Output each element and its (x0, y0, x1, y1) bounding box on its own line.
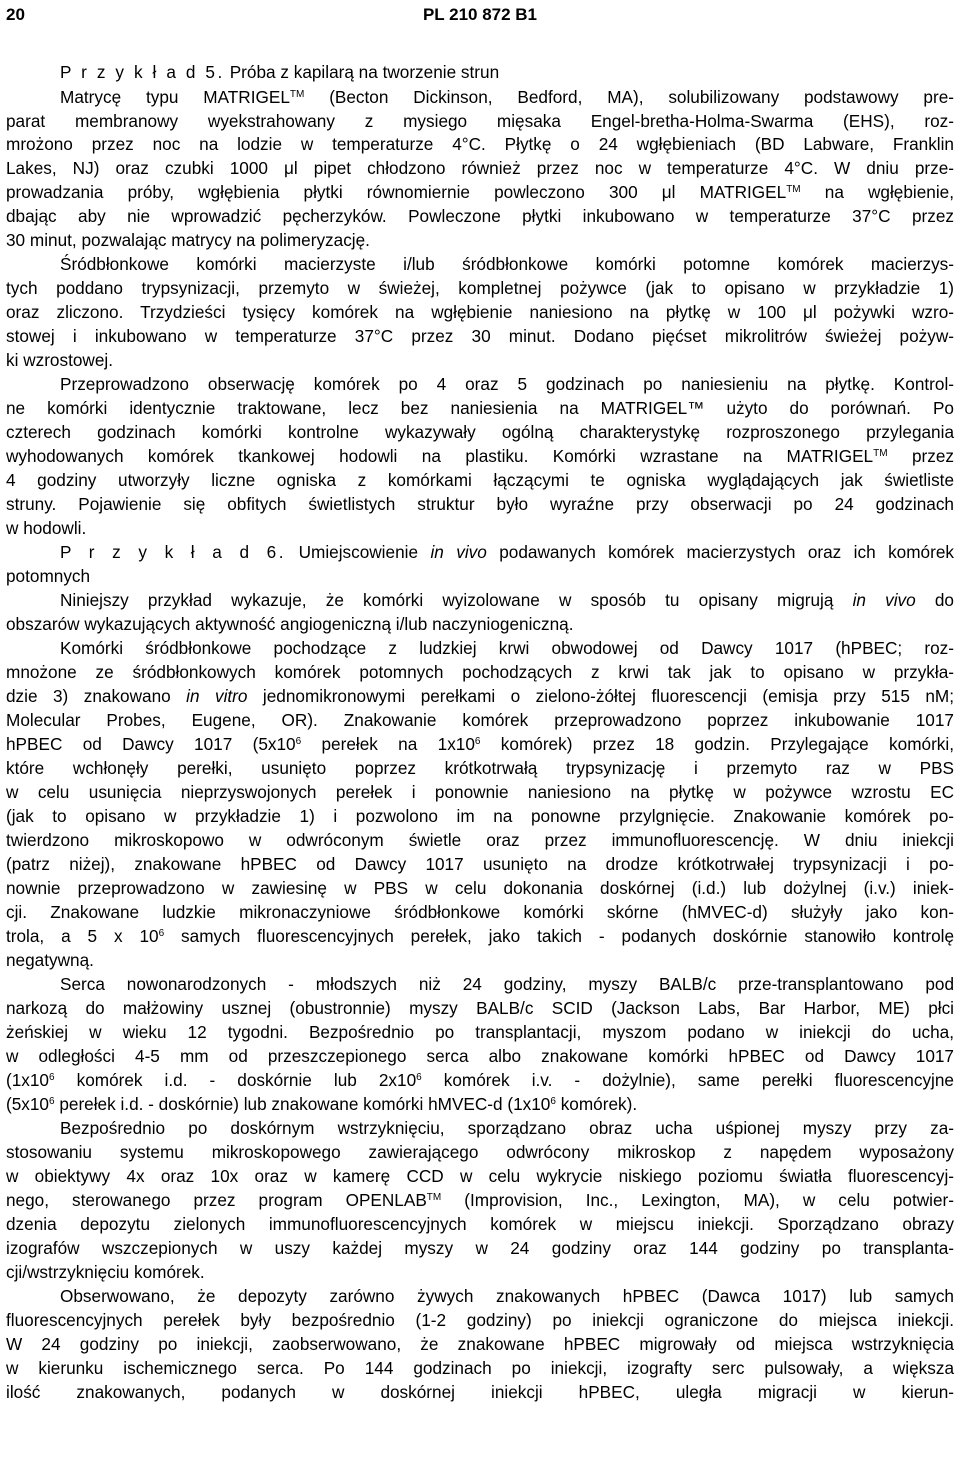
text-line (6, 1214, 954, 1236)
text-run: parat membranowy wyekstrahowany z mysiego mięsaka Engel-bretha-Holma-Swarma (EHS), roz- (6, 111, 954, 131)
text-line (6, 1358, 954, 1380)
superscript: 6 (550, 1096, 556, 1107)
text-line (6, 326, 954, 348)
text-run: w kierunku ischemicznego serca. Po 144 godzinach po iniekcji, izografty serc pulsowały, a większa (6, 1358, 954, 1378)
text-run: ki wzrostowej. (6, 350, 113, 370)
text-run: Komórki śródbłonkowe pochodzące z ludzkiej krwi obwodowej od Dawcy 1017 (hPBEC; roz- (60, 638, 954, 658)
text-run: komórek). (555, 1094, 638, 1114)
text-run: żeńskiej w wieku 12 tygodni. Bezpośrednio po transplantacji, myszom podano w iniekcji do ucha, (6, 1022, 954, 1042)
text-run: ne komórki identycznie traktowane, lecz bez naniesienia na MATRIGEL™ użyto do porównań. Po (6, 398, 954, 418)
text-line (6, 470, 954, 492)
text-run: Molecular Probes, Eugene, OR). Znakowanie komórek przeprowadzono poprzez inkubowanie 1017 (6, 710, 954, 730)
text-run: nego, sterowanego przez program OPENLAB (6, 1190, 427, 1210)
text-line (6, 1262, 954, 1284)
text-line (6, 878, 954, 900)
text-run: P r z y k ł a d 5. (60, 62, 225, 82)
text-line (6, 1142, 954, 1164)
text-line (6, 1238, 954, 1260)
text-run: cji. Znakowane ludzkie mikronaczyniowe śródbłonkowe komórki skórne (hMVEC-d) służyły jako kon- (6, 902, 954, 922)
text-run: struny. Pojawienie się obfitych świetlistych struktur było wyraźne przy obserwacji po 24 godzinach (6, 494, 954, 514)
text-line (6, 1310, 954, 1332)
text-line (6, 518, 954, 540)
text-run: jednomikronowymi perełkami o zielono-żółtej fluorescencji (emisja przy 515 nM; (247, 686, 954, 706)
text-run: (1x10 (6, 1070, 49, 1090)
text-run: Przeprowadzono obserwację komórek po 4 oraz 5 godzinach po naniesieniu na płytkę. Kontrol- (60, 374, 954, 394)
text-run: P r z y k ł a d 6. (60, 542, 287, 562)
italic-term: in vivo (852, 590, 916, 610)
superscript: 6 (295, 736, 302, 747)
text-run: które wchłonęły perełki, usunięto poprzez krótkotrwałą trypsynizację i przemyto raz w PBS (6, 758, 954, 778)
text-run: prowadzania próby, wgłębienia płytki równomiernie powleczono 300 μl MATRIGEL (6, 182, 787, 202)
text-run: Bezpośrednio po doskórnym wstrzyknięciu, sporządzano obraz ucha uśpionej myszy przy za- (60, 1118, 954, 1138)
text-line (6, 182, 954, 204)
text-run: 4 godziny utworzyły liczne ogniska z komórkami łączącymi te ogniska wyglądających jak świetliste (6, 470, 954, 490)
text-line (6, 854, 954, 876)
text-run: Próba z kapilarą na tworzenie strun (224, 62, 500, 82)
text-line (60, 254, 954, 276)
text-run: 30 minut, pozwalając matrycy na polimeryzację. (6, 230, 370, 250)
text-line (6, 902, 954, 924)
text-line (6, 830, 954, 852)
text-run: hPBEC od Dawcy 1017 (5x10 (6, 734, 296, 754)
text-run: w odległości 4-5 mm od przeszczepionego serca albo znakowane komórki hPBEC od Dawcy 1017 (6, 1046, 954, 1066)
text-run: czterech godzinach komórki kontrolne wykazywały ogólną charakterystykę rozproszonego przylegania (6, 422, 954, 442)
text-line (6, 710, 954, 732)
text-line (6, 111, 954, 133)
text-line (6, 1022, 954, 1044)
text-line (6, 422, 954, 444)
text-line (6, 614, 954, 636)
text-run: twierdzono mikroskopowo w odwróconym świetle oraz przez immunofluorescencję. W dniu iniekcji (6, 830, 954, 850)
text-run: dzie 3) znakowano (6, 686, 187, 706)
text-run: negatywną. (6, 950, 94, 970)
superscript: 6 (416, 1072, 422, 1083)
text-run: (jak to opisano w przykładzie 1) i pozwolono im na ponowne przylgnięcie. Znakowanie komórek po- (6, 806, 954, 826)
text-line (60, 1286, 954, 1308)
text-line (60, 638, 954, 660)
text-line (6, 998, 954, 1020)
text-line (60, 590, 954, 612)
text-run: tych poddano trypsynizacji, przemyto w świeżej, kompletnej pożywce (jak to opisano w przykładzie 1) (6, 278, 954, 298)
text-run: Niniejszy przykład wykazuje, że komórki wyizolowane w sposób tu opisany migrują (60, 590, 853, 610)
text-line (6, 1334, 954, 1356)
text-run: mnożone ze śródbłonkowych komórek potomnych pochodzących z krwi tak jak to opisano w przykła- (6, 662, 954, 682)
text-line (6, 734, 954, 756)
superscript: TM (786, 184, 801, 195)
text-line (6, 566, 954, 588)
text-line (6, 686, 954, 708)
text-line (6, 950, 954, 972)
text-run: W 24 godziny po iniekcji, zaobserwowano, że znakowane hPBEC migrowały od miejsca wstrzyknięcia (6, 1334, 954, 1354)
text-line (6, 662, 954, 684)
text-run: Umiejscowienie (286, 542, 431, 562)
text-line (60, 542, 954, 564)
text-line (6, 206, 954, 228)
italic-term: in vivo (430, 542, 487, 562)
text-run: mrożono przez noc na lodzie w temperaturze 4°C. Płytkę o 24 wgłębieniach (BD Labware, Franklin (6, 134, 954, 154)
text-run: (5x10 (6, 1094, 49, 1114)
text-line (6, 230, 954, 252)
text-run: nownie przeprowadzono w zawiesinę w PBS w celu dokonania doskórnej (i.d.) lub dożylnej (i.v.) iniek- (6, 878, 954, 898)
text-run: wyhodowanych komórek tkankowej hodowli na plastiku. Komórki wzrastane na MATRIGEL (6, 446, 874, 466)
text-run: w hodowli. (6, 518, 87, 538)
text-run: obszarów wykazujących aktywność angiogeniczną i/lub naczyniogeniczną. (6, 614, 574, 634)
text-line (60, 974, 954, 996)
text-line (60, 87, 954, 109)
text-line (6, 1382, 954, 1404)
text-run: oraz zliczono. Trzydzieści tysięcy komórek na wgłębienie naniesiono na płytkę w 100 μl pożywki wzro- (6, 302, 954, 322)
text-line (6, 1166, 954, 1188)
text-run: trola, a 5 x 10 (6, 926, 159, 946)
text-run: (Becton Dickinson, Bedford, MA), solubilizowany podstawowy pre- (304, 87, 954, 107)
text-line (6, 134, 954, 156)
text-run: Matrycę typu MATRIGEL (60, 87, 290, 107)
text-run: cji/wstrzyknięciu komórek. (6, 1262, 205, 1282)
text-run: do (915, 590, 954, 610)
text-run: dzenia depozytu zielonych immunofluorescencyjnych komórek w miejscu iniekcji. Sporządzano obrazy (6, 1214, 954, 1234)
text-run: komórek i.v. - dożylnie), same perełki fluorescencyjne (421, 1070, 954, 1090)
text-run: Serca nowonarodzonych - młodszych niż 24 godziny, myszy BALB/c prze-transplantowano pod (60, 974, 954, 994)
text-run: przez (887, 446, 954, 466)
text-run: izografów wszczepionych w uszy każdej myszy w 24 godziny oraz 144 godziny po transplanta- (6, 1238, 954, 1258)
text-run: samych fluorescencyjnych perełek, jako takich - podanych doskórnie stanowiło kontrolę (164, 926, 955, 946)
text-line (6, 446, 954, 468)
text-line (6, 1046, 954, 1068)
superscript: 6 (158, 928, 165, 939)
patent-reference: PL 210 872 B1 (422, 5, 538, 24)
text-line (6, 1070, 954, 1092)
text-run: Obserwowano, że depozyty zarówno żywych znakowanych hPBEC (Dawca 1017) lub samych (60, 1286, 954, 1306)
text-line (6, 1190, 954, 1212)
italic-term: in vitro (186, 686, 248, 706)
text-run: w celu usunięcia nieprzyswojonych perełek i ponownie naniesiono na płytkę w pożywce wzrostu EC (6, 782, 954, 802)
text-line (60, 374, 954, 396)
superscript: TM (426, 1192, 442, 1203)
text-line (6, 398, 954, 420)
text-run: komórek i.d. - doskórnie lub 2x10 (54, 1070, 417, 1090)
text-line (6, 278, 954, 300)
text-run: Lakes, NJ) oraz czubki 1000 μl pipet chłodzono również przez noc w temperaturze 4°C. W dniu prze- (6, 158, 954, 178)
text-line (6, 494, 954, 516)
text-run: perełek na 1x10 (301, 734, 475, 754)
superscript: 6 (49, 1096, 55, 1107)
superscript: 6 (49, 1072, 55, 1083)
text-line (6, 302, 954, 324)
text-line (6, 350, 954, 372)
text-run: fluorescencyjnych perełek były bezpośrednio (1-2 godziny) po iniekcji ograniczone do miejsca iniekcji. (6, 1310, 954, 1330)
text-line (6, 782, 954, 804)
text-line (6, 806, 954, 828)
text-run: podawanych komórek macierzystych oraz ich komórek (486, 542, 954, 562)
text-run: ilość znakowanych, podanych w doskórnej iniekcji hPBEC, uległa migracji w kierun- (6, 1382, 954, 1402)
text-run: Śródbłonkowe komórki macierzyste i/lub śródbłonkowe komórki potomne komórek macierzys- (60, 254, 954, 274)
text-run: komórek) przez 18 godzin. Przylegające komórki, (480, 734, 954, 754)
text-line (6, 1094, 954, 1116)
text-run: narkozą do małżowiny usznej (obustronnie) myszy BALB/c SCID (Jackson Labs, Bar Harbor, ME) płci (6, 998, 954, 1018)
text-run: stowej i inkubowano w temperaturze 37°C przez 30 minut. Dodano pięćset mikrolitrów świeżej pożyw- (6, 326, 954, 346)
superscript: 6 (474, 736, 481, 747)
text-line (60, 1118, 954, 1140)
text-run: (patrz niżej), znakowane hPBEC od Dawcy 1017 usunięto na drodze krótkotrwałej trypsynizacji i po- (6, 854, 954, 874)
text-run: potomnych (6, 566, 91, 586)
superscript: TM (873, 448, 888, 459)
text-line (60, 62, 954, 84)
text-run: na wgłębienie, (800, 182, 954, 202)
text-run: (Improvision, Inc., Lexington, MA), w celu potwier- (441, 1190, 954, 1210)
text-line (6, 758, 954, 780)
text-run: perełek i.d. - doskórnie) lub znakowane komórki hMVEC-d (1x10 (54, 1094, 551, 1114)
superscript: TM (289, 89, 305, 100)
text-run: dbając aby nie wprowadzić pęcherzyków. Powleczone płytki inkubowano w temperaturze 37°C przez (6, 206, 954, 226)
text-run: stosowaniu systemu mikroskopowego zawierającego odwrócony mikroskop z napędem wyposażony (6, 1142, 954, 1162)
text-line (6, 926, 954, 948)
text-line (6, 158, 954, 180)
page-number: 20 (6, 5, 25, 24)
text-run: w obiektywy 4x oraz 10x oraz w kamerę CCD w celu wykrycie niskiego poziomu światła fluorescencyj- (6, 1166, 954, 1186)
